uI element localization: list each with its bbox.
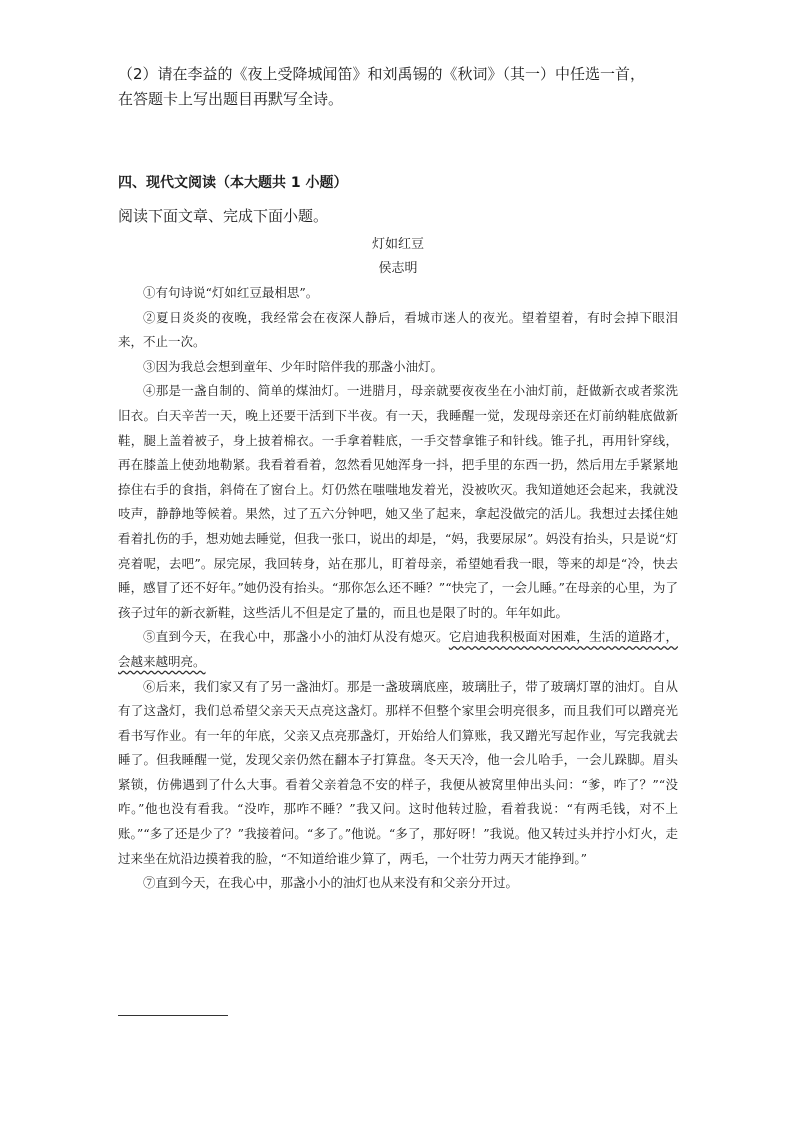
- article-title: 灯如红豆: [371, 237, 424, 252]
- paragraph-5: [118, 625, 678, 674]
- paragraph-4: ④那是一盏自制的、简单的煤油灯。一进腊月，母亲就要夜夜坐在小油灯前，赶做新衣或者浆洗旧衣。白天辛苦一天，晚上还要干活到下半夜。有一天，我睡醒一觉，发现母亲还在灯前纳鞋底做新鞋，腿上盖着被子，身上披着棉衣。一手拿着鞋底，一手交替拿锥子和针线。锥子扎，再用针穿线，再在膝盖上使劲地勒紧。我看着看着，忽然看见她浑身一抖，把手里的东西一扔，然后用左手紧紧地捺住右手的食指，斜倚在了窗台上。灯仍然在嗤嗤地发着光，没被吹灭。我知道她还会起来，我就没吱声，静静地等候着。果然，过了五六分钟吧，她又坐了起来，拿起没做完的活儿。我想过去揉住她看着扎伤的手，想劝她去睡觉，但我一张口，说出的却是，“妈，我要尿尿”。妈没有抬头，只是说“灯亮着呢，去吧”。尿完尿，我回转身，站在那儿，盯着母亲，希望她看我一眼，等来的却是“冷，快去睡，感冒了还不好年。”她仍没有抬头。“那你怎么还不睡？”“快完了，一会儿睡。”在母亲的心里，为了孩子过年的新衣新鞋，这些活儿不但是定了量的，而且也是限了时的。年年如此。: [118, 383, 678, 620]
- question-2-line2: 在答题卡上写出题目再默写全诗。: [118, 90, 344, 108]
- paragraph-5-text: ⑤直到今天，在我心中，那盏小小的油灯从没有熄灭。: [143, 629, 449, 645]
- paragraph-6: ⑥后来，我们家又有了另一盏油灯。那是一盏玻璃底座，玻璃肚子，带了玻璃灯罩的油灯。自从有了这盏灯，我们总希望父亲天天点亮这盏灯。那样不但整个家里会明亮很多，而且我们可以蹭亮光看书写作业。有一年的年底，父亲又点亮那盏灯，开始给人们算账，我又蹭光写起作业，写完我就去睡了。但我睡醒一觉，发现父亲仍然在翻本子打算盘。冬天天冷，他一会儿哈手，一会儿跺脚。眉头紧锁，仿佛遇到了什么大事。看着父亲着急不安的样子，我便从被窝里伸出头问：“爹，咋了？”“没咋。”他也没有看我。“没咋，那咋不睡？”我又问。这时他转过脸，看着我说：“有两毛钱，对不上账。”“多了还是少了？”我接着问。“多了。”他说。“多了，那好呀！”我说。他又转过头并拧小灯火，走过来坐在炕沿边摸着我的脸，“不知道给谁少算了，两毛，一个壮劳力两天才能挣到。”: [118, 678, 678, 866]
- question-2-line1: （2）请在李益的《夜上受降城闻笛》和刘禹锡的《秋词》（其一）中任选一首，: [118, 65, 646, 83]
- paragraph-2: ②夏日炎炎的夜晚，我经常会在夜深人静后，看城市迷人的夜光。望着望着，有时会掉下眼泪来，不止一次。: [118, 309, 678, 350]
- article-body: [118, 281, 678, 896]
- paragraph-3: ③因为我总会想到童年、少年时陪伴我的那盏小油灯。: [143, 358, 444, 374]
- section-4-instruction: 阅读下面文章、完成下面小题。: [118, 207, 329, 225]
- footnote-divider: [118, 1015, 228, 1016]
- article-author: 侯志明: [378, 261, 418, 276]
- page-content: [118, 62, 678, 896]
- section-4-title: 四、现代文阅读（本大题共 1 小题）: [118, 175, 348, 191]
- paragraph-1: ①有句诗说“灯如红豆最相思”。: [143, 285, 319, 300]
- paragraph-7: ⑦直到今天，在我心中，那盏小小的油灯也从来没有和父亲分开过。: [143, 875, 519, 891]
- wavy-underlined-sentence: 它启迪我积极面对困难，生活的道路才，会越来越明亮。: [118, 629, 678, 669]
